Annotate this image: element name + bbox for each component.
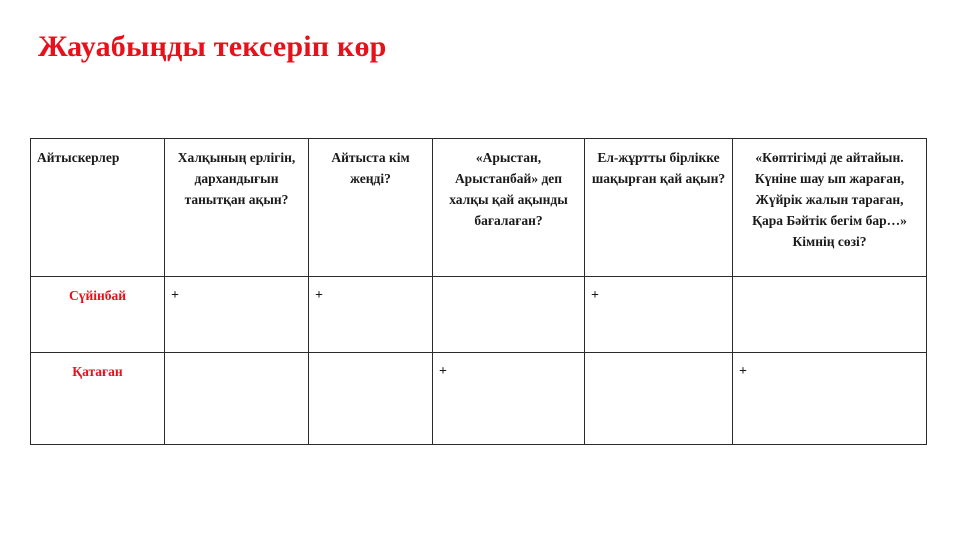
answer-cell — [433, 277, 585, 353]
table-row — [31, 353, 927, 445]
answer-table — [30, 138, 927, 445]
answer-cell — [309, 353, 433, 445]
answer-cell: + — [165, 277, 309, 353]
header-cell-heroism-poet: Халқының ерлігін, дархандығын танытқан ақын? — [165, 139, 309, 277]
header-cell-lion-poet: «Арыстан, Арыстанбай» деп халқы қай ақынды бағалаған? — [433, 139, 585, 277]
answer-cell — [585, 353, 733, 445]
answer-cell — [165, 353, 309, 445]
table-header-row — [31, 139, 927, 277]
answer-cell: + — [585, 277, 733, 353]
header-cell-quote-author: «Көптігімді де айтайын. Күніне шау ып жараған, Жүйрік жалын тараған, Қара Бәйтік бегім бар…» Кімнің сөзі? — [733, 139, 927, 277]
row-name-cell: Сүйінбай — [31, 277, 165, 353]
header-cell-unity-poet: Ел-жұртты бірлікке шақырған қай ақын? — [585, 139, 733, 277]
slide-title: Жауабыңды тексеріп көр — [38, 30, 387, 63]
answer-cell — [733, 277, 927, 353]
header-cell-debaters: Айтыскерлер — [31, 139, 165, 277]
table-row — [31, 277, 927, 353]
row-name-cell: Қатаған — [31, 353, 165, 445]
answer-cell: + — [433, 353, 585, 445]
answer-cell: + — [733, 353, 927, 445]
header-cell-winner: Айтыста кім жеңді? — [309, 139, 433, 277]
answer-cell: + — [309, 277, 433, 353]
